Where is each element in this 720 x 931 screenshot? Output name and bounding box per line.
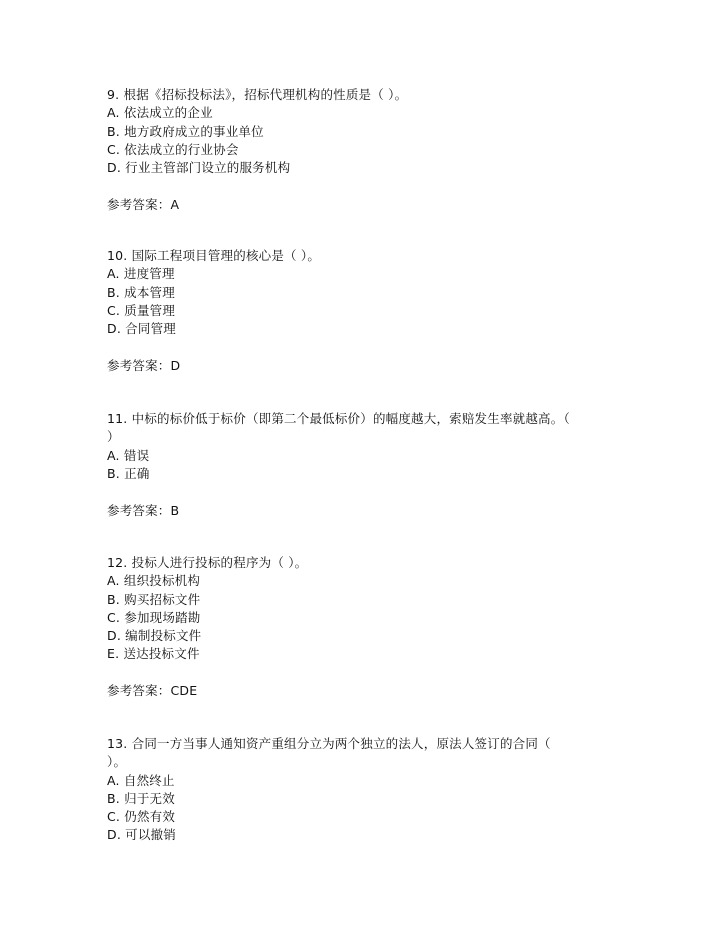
option-c: C. 依法成立的行业协会 (107, 141, 239, 157)
question-title: 9. 根据《招标投标法》，招标代理机构的性质是（ ）。 (107, 87, 408, 102)
option-d: D. 合同管理 (107, 321, 176, 337)
option-b: B. 地方政府成立的事业单位 (107, 123, 264, 139)
option-e: E. 送达投标文件 (107, 646, 200, 662)
option-b: B. 购买招标文件 (107, 591, 201, 607)
question-title: 12. 投标人进行投标的程序为（ ）。 (107, 555, 308, 570)
question-title: 11. 中标的标价低于标价（即第二个最低标价）的幅度越大，索赔发生率就越高。（ (107, 411, 570, 426)
question-9 (107, 86, 607, 177)
option-d: D. 编制投标文件 (107, 628, 202, 644)
question-13 (107, 735, 607, 845)
answer-10: 参考答案：D (107, 358, 181, 373)
answer-12: 参考答案：CDE (107, 683, 198, 698)
question-10 (107, 247, 607, 338)
option-c: C. 仍然有效 (107, 809, 176, 825)
question-12 (107, 554, 607, 664)
question-11 (107, 410, 607, 483)
option-c: C. 参加现场踏勘 (107, 609, 201, 625)
question-title-cont: ）。 (107, 754, 127, 770)
option-a: A. 自然终止 (107, 772, 175, 788)
option-a: A. 错误 (107, 447, 150, 463)
option-b: B. 成本管理 (107, 284, 175, 300)
option-c: C. 质量管理 (107, 302, 176, 318)
answer-9: 参考答案：A (107, 197, 180, 212)
answer-11: 参考答案：B (107, 503, 180, 518)
option-d: D. 可以撤销 (107, 827, 176, 843)
option-a: A. 组织投标机构 (107, 573, 201, 589)
option-a: A. 依法成立的企业 (107, 105, 213, 121)
option-d: D. 行业主管部门设立的服务机构 (107, 160, 291, 176)
option-a: A. 进度管理 (107, 266, 175, 282)
option-b: B. 归于无效 (107, 790, 175, 806)
option-b: B. 正确 (107, 465, 150, 481)
question-title: 10. 国际工程项目管理的核心是（ ）。 (107, 248, 321, 263)
question-title: 13. 合同一方当事人通知资产重组分立为两个独立的法人，原法人签订的合同（ (107, 736, 551, 751)
question-title-cont: ） (107, 429, 120, 445)
